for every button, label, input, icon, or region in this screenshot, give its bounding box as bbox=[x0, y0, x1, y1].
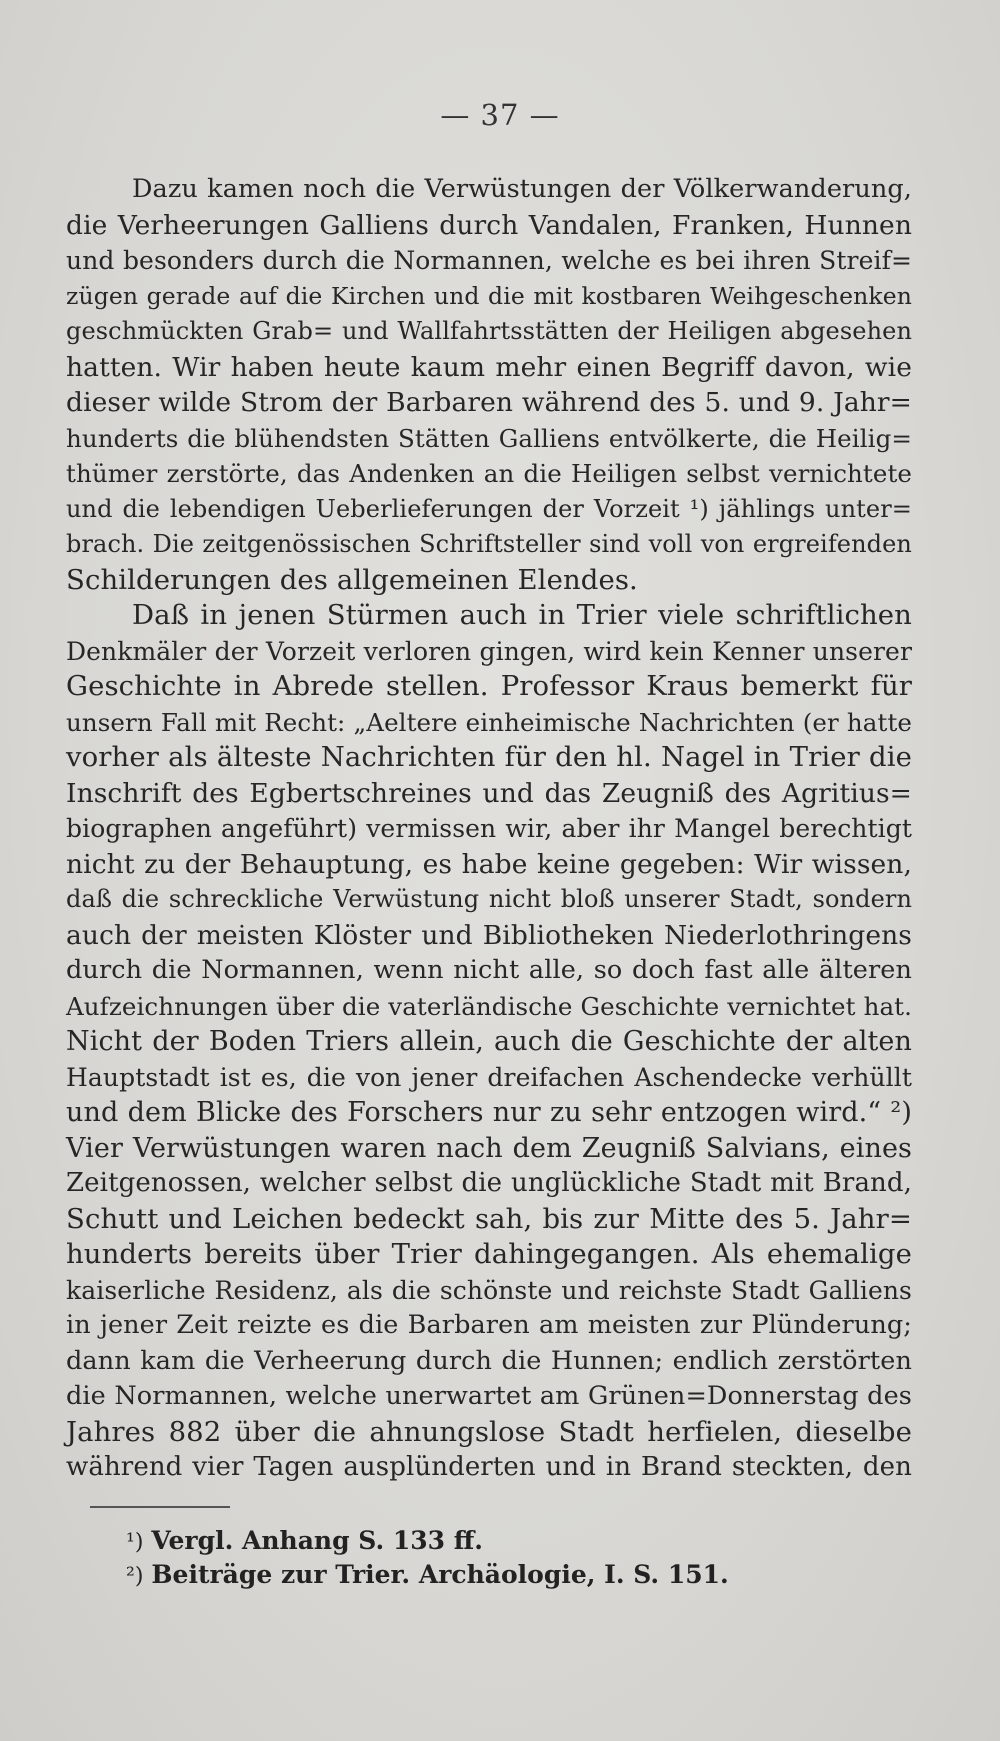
footnote-mark: ¹) bbox=[126, 1530, 144, 1555]
text-line: kaiserliche Residenz, als die schönste und reichste Stadt Galliens bbox=[66, 1275, 912, 1305]
text-line: Denkmäler der Vorzeit verloren gingen, wird kein Kenner unserer bbox=[66, 636, 912, 666]
text-line: die Normannen, welche unerwartet am Grünen=Donnerstag des bbox=[66, 1381, 912, 1411]
text-line: in jener Zeit reizte es die Barbaren am meisten zur Plünderung; bbox=[66, 1310, 912, 1340]
text-line: Inschrift des Egbertschreines und das Zeugniß des Agritius= bbox=[66, 777, 912, 809]
text-line: Schilderungen des allgemeinen Elendes. bbox=[66, 563, 638, 596]
text-line: und besonders durch die Normannen, welche es bei ihren Streif= bbox=[66, 246, 912, 275]
text-line: Daß in jenen Stürmen auch in Trier viele schriftlichen bbox=[132, 599, 912, 631]
text-line: die Verheerungen Galliens durch Vandalen, Franken, Hunnen bbox=[66, 209, 912, 241]
text-line: daß die schreckliche Verwüstung nicht bloß unserer Stadt, sondern bbox=[66, 885, 912, 913]
footnotes bbox=[126, 1524, 886, 1592]
footnote-mark: ²) bbox=[126, 1564, 144, 1589]
text-line: thümer zerstörte, das Andenken an die Heiligen selbst vernichtete bbox=[66, 459, 912, 488]
text-line: während vier Tagen ausplünderten und in Brand steckten, den bbox=[66, 1452, 912, 1482]
text-line: geschmückten Grab= und Wallfahrtsstätten der Heiligen abgesehen bbox=[66, 317, 912, 345]
text-line: hunderts die blühendsten Stätten Galliens entvölkerte, die Heilig= bbox=[66, 423, 912, 453]
text-line: Zeitgenossen, welcher selbst die unglückliche Stadt mit Brand, bbox=[66, 1168, 912, 1198]
text-line: Dazu kamen noch die Verwüstungen der Völkerwanderung, bbox=[132, 174, 912, 204]
text-line: brach. Die zeitgenössischen Schriftsteller sind voll von ergreifenden bbox=[66, 530, 912, 558]
footnote-1 bbox=[126, 1524, 886, 1558]
footnote-divider bbox=[90, 1506, 230, 1508]
text-line: dieser wilde Strom der Barbaren während des 5. und 9. Jahr= bbox=[66, 387, 912, 418]
text-line: und die lebendigen Ueberlieferungen der Vorzeit ¹) jählings unter= bbox=[66, 494, 912, 523]
footnote-text: Beiträge zur Trier. Archäologie, I. S. 151. bbox=[151, 1560, 729, 1589]
body-text bbox=[66, 172, 912, 1486]
text-line: durch die Normannen, wenn nicht alle, so doch fast alle älteren bbox=[66, 955, 912, 985]
text-line: Hauptstadt ist es, die von jener dreifachen Aschendecke verhüllt bbox=[66, 1062, 912, 1092]
text-line: vorher als älteste Nachrichten für den hl. Nagel in Trier die bbox=[66, 741, 912, 773]
text-line: zügen gerade auf die Kirchen und die mit kostbaren Weihgeschenken bbox=[66, 281, 912, 310]
text-line: dann kam die Verheerung durch die Hunnen; endlich zerstörten bbox=[66, 1345, 912, 1376]
text-line: Nicht der Boden Triers allein, auch die Geschichte der alten bbox=[66, 1026, 912, 1057]
text-line: hunderts bereits über Trier dahingegangen. Als ehemalige bbox=[66, 1238, 912, 1270]
text-line: unsern Fall mit Recht: „Aeltere einheimische Nachrichten (er hatte bbox=[66, 707, 912, 737]
text-line: Geschichte in Abrede stellen. Professor Kraus bemerkt für bbox=[66, 670, 912, 702]
footnote-text: Vergl. Anhang S. 133 ff. bbox=[151, 1526, 483, 1555]
text-line: biographen angeführt) vermissen wir, aber ihr Mangel berechtigt bbox=[66, 814, 912, 843]
text-line: hatten. Wir haben heute kaum mehr einen Begriff davon, wie bbox=[66, 351, 912, 383]
text-line: Jahres 882 über die ahnungslose Stadt herfielen, dieselbe bbox=[66, 1415, 912, 1448]
page-number: — 37 — bbox=[440, 98, 560, 132]
footnote-2 bbox=[126, 1558, 886, 1592]
text-line: und dem Blicke des Forschers nur zu sehr entzogen wird.“ ²) bbox=[66, 1097, 912, 1128]
text-line: Schutt und Leichen bedeckt sah, bis zur Mitte des 5. Jahr= bbox=[66, 1202, 912, 1235]
text-line: Aufzeichnungen über die vaterländische Geschichte vernichtet hat. bbox=[66, 991, 912, 1021]
text-line: Vier Verwüstungen waren nach dem Zeugniß Salvians, eines bbox=[66, 1132, 912, 1164]
text-line: auch der meisten Klöster und Bibliotheken Niederlothringens bbox=[66, 919, 912, 951]
text-line: nicht zu der Behauptung, es habe keine gegeben: Wir wissen, bbox=[66, 848, 912, 880]
